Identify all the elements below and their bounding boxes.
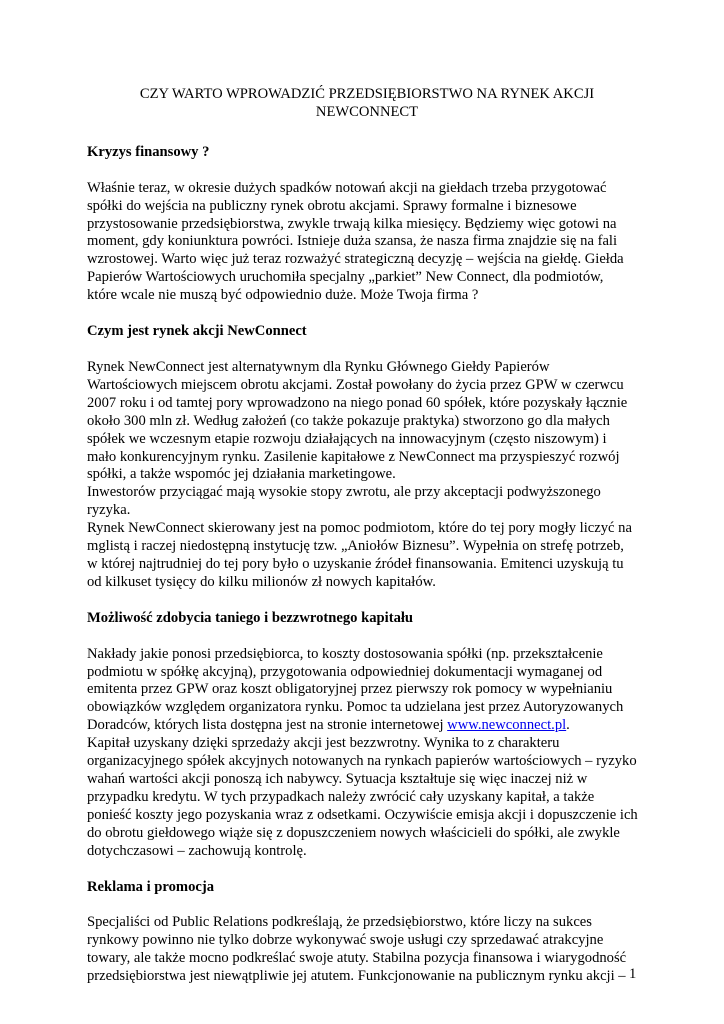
section-reklama bbox=[87, 879, 647, 987]
text-line: dotychczasowi – zachowują kontrolę. bbox=[87, 842, 307, 859]
text-line: moment, gdy koniunktura powróci. Istnieje duża szansa, że nasza firma znajdzie się na fali bbox=[87, 233, 618, 250]
text-line: wahań wartości akcji ponoszą ich nabywcy. Sytuacja kształtuje się więc inaczej niż w bbox=[87, 771, 588, 787]
text-line: Kapitał uzyskany dzięki sprzedaży akcji jest bezzwrotny. Wynika to z charakteru bbox=[87, 735, 560, 752]
section-heading: Możliwość zdobycia taniego i bezzwrotnego kapitału bbox=[87, 609, 414, 626]
section-heading: Czym jest rynek akcji NewConnect bbox=[87, 323, 307, 340]
text-line: towary, ale także mocno podkreślać swoje atuty. Stabilna pozycja finansowa i wiarygodność bbox=[87, 950, 627, 967]
text-line: do obrotu giełdowego wiąże się z dopuszczeniem nowych właścicieli do spółki, ale zwykle bbox=[87, 824, 620, 841]
paragraph bbox=[87, 180, 647, 305]
text-line: które wcale nie muszą być odpowiednio duże. Może Twoja firma ? bbox=[87, 287, 479, 304]
text-line: ponieść koszty jego pozyskania wraz z odsetkami. Oczywiście emisja akcji i dopuszczenie ich bbox=[87, 806, 638, 823]
title-line-1: CZY WARTO WPROWADZIĆ PRZEDSIĘBIORSTWO NA RYNEK AKCJI bbox=[139, 86, 595, 102]
text-line: Rynek NewConnect skierowany jest na pomoc podmiotom, które do tej pory mogły liczyć na bbox=[87, 520, 632, 537]
text-line: obowiązków względem organizatora rynku. Pomoc ta udzielana jest przez Autoryzowanych bbox=[87, 699, 624, 716]
text-line: przystosowanie przedsiębiorstwa, zwykle trwają kilka miesięcy. Będziemy więc gotowi na bbox=[87, 215, 617, 232]
text-line: Właśnie teraz, w okresie dużych spadków notowań akcji na giełdach trzeba przygotować bbox=[87, 179, 607, 196]
paragraph bbox=[87, 646, 647, 861]
section-heading: Kryzys finansowy ? bbox=[87, 143, 210, 160]
newconnect-website-link[interactable]: www.newconnect.pl bbox=[447, 717, 567, 734]
text-line: organizacyjnego spółek akcyjnych notowanych na rynkach papierów wartościowych – ryzyko bbox=[87, 753, 637, 770]
link-suffix-text: . bbox=[566, 717, 570, 734]
paragraph bbox=[87, 914, 647, 986]
text-line: około 300 mln zł. Według założeń (co także pokazuje praktyka) stworzono go dla małych bbox=[87, 412, 610, 429]
text-line: Wartościowych miejscem obrotu akcjami. Został powołany do życia przez GPW w czerwcu bbox=[87, 376, 624, 393]
text-line: 2007 roku i od tamtej pory wprowadzono na niego ponad 60 spółek, które pozyskały łącznie bbox=[87, 394, 628, 411]
section-kryzys bbox=[87, 144, 647, 305]
text-line: mało konkurencyjnym rynku. Zasilenie kapitałowe z NewConnect ma przyspieszyć rozwój bbox=[87, 448, 620, 465]
text-line: Rynek NewConnect jest alternatywnym dla Rynku Głównego Giełdy Papierów bbox=[87, 358, 550, 375]
page-number: 1 bbox=[629, 966, 637, 982]
text-line: Papierów Wartościowych uruchomiła specjalny „parkiet” New Connect, dla podmiotów, bbox=[87, 269, 604, 286]
text-line: ryzyka. bbox=[87, 502, 131, 519]
text-line: spółki, a także wspomóc jej działania marketingowe. bbox=[87, 466, 396, 483]
text-line: mglistą i raczej niedostępną instytucję tzw. „Aniołów Biznesu”. Wypełnia on strefę potrzeb, bbox=[87, 538, 624, 555]
section-kapital bbox=[87, 610, 647, 861]
text-line: spółki do wejścia na publiczny rynek obrotu akcjami. Sprawy formalne i biznesowe bbox=[87, 197, 577, 214]
text-line: wzrostowej. Warto więc już teraz rozważyć strategiczną decyzję – wejścia na giełdę. Giełda bbox=[87, 251, 624, 268]
paragraph bbox=[87, 359, 647, 592]
document-page bbox=[87, 86, 647, 1004]
section-newconnect bbox=[87, 323, 647, 592]
title-line-2: NEWCONNECT bbox=[315, 103, 419, 120]
text-line: Nakłady jakie ponosi przedsiębiorca, to koszty dostosowania spółki (np. przekształcenie bbox=[87, 645, 603, 662]
text-line: przedsiębiorstwa jest niewątpliwie jej atutem. Funkcjonowanie na publicznym rynku akcji – bbox=[87, 968, 626, 985]
document-title bbox=[87, 86, 647, 122]
text-line-with-link bbox=[87, 717, 647, 735]
link-prefix-text: Doradców, których lista dostępna jest na stronie internetowej bbox=[87, 717, 448, 734]
text-line: przypadku kredytu. W tych przypadkach należy zwrócić cały uzyskany kapitał, a także bbox=[87, 788, 595, 805]
text-line: w której najtrudniej do tej pory było o uzyskanie źródeł finansowania. Emitenci uzyskują tu bbox=[87, 555, 624, 572]
text-line: podmiotu w spółkę akcyjną), przygotowania odpowiedniej dokumentacji wymaganej od bbox=[87, 663, 603, 680]
text-line: od kilkuset tysięcy do kilku milionów zł nowych kapitałów. bbox=[87, 573, 436, 590]
text-line: rynkowy powinno nie tylko dobrze wykonywać swoje usługi czy sprzedawać atrakcyjne bbox=[87, 932, 604, 949]
text-line: emitenta przez GPW oraz koszt obligatoryjnej przez pierwszy rok pomocy w wypełnianiu bbox=[87, 681, 613, 698]
text-line: Inwestorów przyciągać mają wysokie stopy zwrotu, ale przy akceptacji podwyższonego bbox=[87, 484, 601, 501]
text-line: spółek we wczesnym etapie rozwoju działających na innowacyjnym (często niszowym) i bbox=[87, 430, 607, 447]
text-line: Specjaliści od Public Relations podkreślają, że przedsiębiorstwo, które liczy na sukces bbox=[87, 914, 592, 931]
section-heading: Reklama i promocja bbox=[87, 878, 215, 895]
